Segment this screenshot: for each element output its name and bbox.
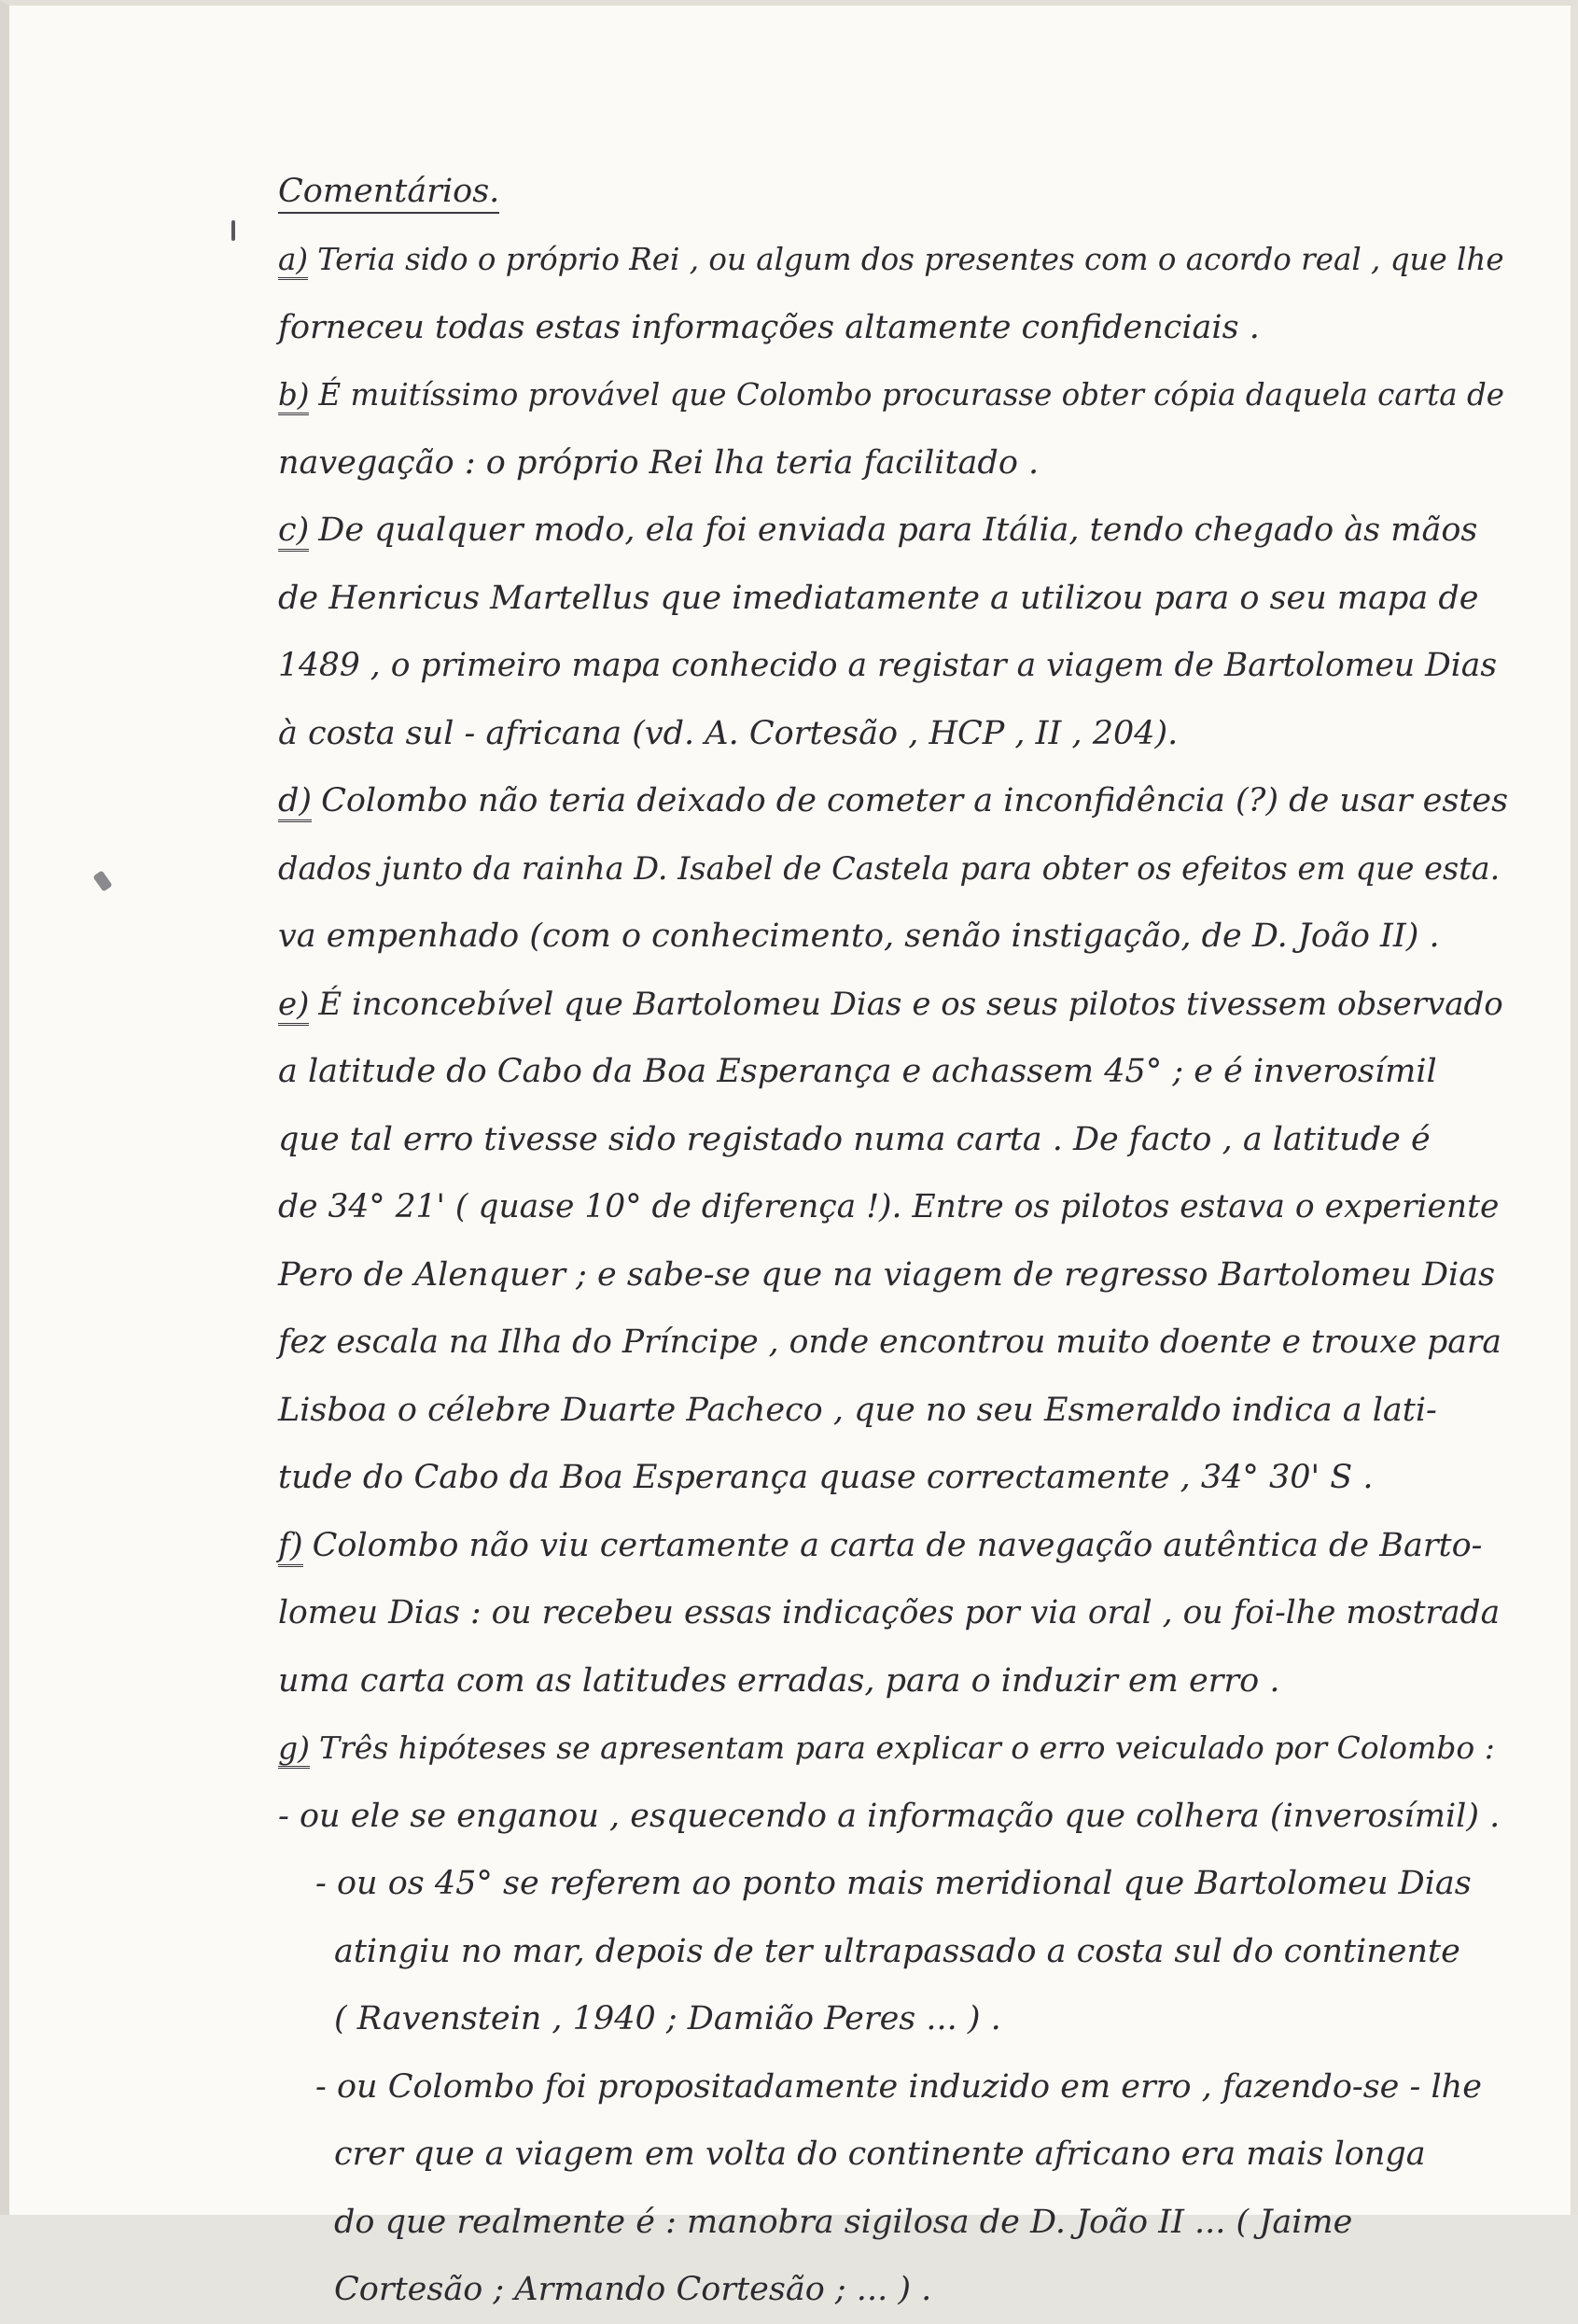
document-body (278, 166, 1510, 2324)
line-14: que tal erro tivesse sido registado numa carta . De facto , a latitude é (278, 1120, 1431, 1158)
line-7: 1489 , o primeiro mapa conhecido a registar a viagem de Bartolomeu Dias (278, 647, 1498, 684)
line-6: de Henricus Martellus que imediatamente a utilizou para o seu mapa de (278, 579, 1479, 617)
line-23: g) Três hipóteses se apresentam para explicar o erro veiculado por Colombo : (278, 1715, 1510, 1783)
line-2: forneceu todas estas informações altamente confidenciais . (278, 308, 1260, 346)
item-label-c: c) (278, 511, 309, 552)
line-17: fez escala na Ilha do Príncipe , onde encontrou muito doente e trouxe para (278, 1323, 1501, 1361)
line-15: de 34° 21' ( quase 10° de diferença !). Entre os pilotos estava o experiente (278, 1188, 1500, 1225)
paper-blemish (231, 220, 235, 241)
line-20: f) Colombo não viu certamente a carta de navegação autêntica de Barto- (278, 1512, 1510, 1580)
line-26: atingiu no mar, depois de ter ultrapassado a costa sul do continente (334, 1932, 1460, 1970)
line-9: d) Colombo não teria deixado de cometer a inconfidência (?) de usar estes (278, 767, 1510, 835)
line-21: lomeu Dias : ou recebeu essas indicações por via oral , ou foi-lhe mostrada (278, 1594, 1501, 1631)
item-label-a: a) (278, 242, 308, 280)
item-label-f: f) (278, 1527, 303, 1567)
line-5: c) De qualquer modo, ela foi enviada para Itália, tendo chegado às mãos (278, 497, 1510, 565)
line-12: e) É inconcebível que Bartolomeu Dias e os seus pilotos tivessem observado (278, 971, 1510, 1039)
paper-blemish (92, 870, 112, 891)
line-10: dados junto da rainha D. Isabel de Castela para obter os efeitos em que esta. (278, 849, 1501, 887)
line-11: va empenhado (com o conhecimento, senão instigação, de D. João II) . (278, 917, 1440, 955)
line-22: uma carta com as latitudes erradas, para o induzir em erro . (278, 1661, 1280, 1700)
item-label-d: d) (278, 782, 312, 822)
line-30: do que realmente é : manobra sigilosa de D. João II ... ( Jaime (334, 2203, 1353, 2241)
line-19: tude do Cabo da Boa Esperança quase correctamente , 34° 30' S . (278, 1459, 1374, 1496)
line-4: navegação : o próprio Rei lha teria facilitado . (278, 443, 1040, 482)
item-label-e: e) (278, 986, 309, 1026)
item-label-b: b) (278, 377, 309, 415)
line-18: Lisboa o célebre Duarte Pacheco , que no seu Esmeraldo indica a lati- (278, 1391, 1437, 1429)
line-28: - ou Colombo foi propositadamente induzido em erro , fazendo-se - lhe (315, 2067, 1482, 2106)
line-27: ( Ravenstein , 1940 ; Damião Peres ... ) . (334, 2000, 1001, 2037)
line-13: a latitude do Cabo da Boa Esperança e achassem 45° ; e é inverosímil (278, 1053, 1437, 1090)
line-3: b) É muitíssimo provável que Colombo procurasse obter cópia daquela carta de (278, 361, 1510, 429)
item-label-g: g) (278, 1729, 310, 1769)
line-1: a) Teria sido o próprio Rei , ou algum dos presentes com o acordo real , que lhe (278, 226, 1510, 294)
line-16: Pero de Alenquer ; e sabe-se que na viagem de regresso Bartolomeu Dias (278, 1255, 1496, 1294)
line-24: - ou ele se enganou , esquecendo a informação que colhera (inverosímil) . (278, 1797, 1501, 1835)
line-31: Cortesão ; Armando Cortesão ; ... ) . (334, 2271, 932, 2308)
line-29: crer que a viagem em volta do continente africano era mais longa (334, 2135, 1426, 2173)
line-25: - ou os 45° se referem ao ponto mais meridional que Bartolomeu Dias (315, 1865, 1472, 1902)
page-title: Comentários. (278, 166, 1510, 217)
line-8: à costa sul - africana (vd. A. Cortesão , HCP , II , 204). (278, 714, 1179, 752)
